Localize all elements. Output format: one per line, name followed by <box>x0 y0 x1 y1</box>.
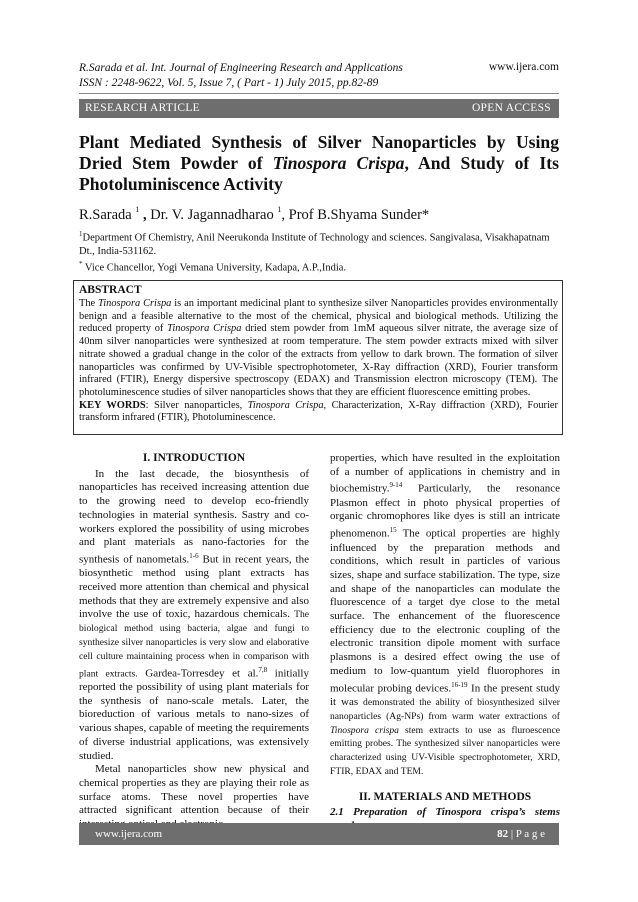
page-number-value: 82 <box>497 828 509 840</box>
author-2: Dr. V. Jagannadharao <box>150 207 274 223</box>
page-number <box>497 828 545 840</box>
citation-ref: 15 <box>389 526 397 535</box>
left-column <box>79 452 309 832</box>
intro-text: properties, which have resulted in the exploitation of a number of applications in chemistry and in biochemistry. <box>330 452 560 496</box>
affiliation-1 <box>79 228 559 258</box>
intro-paragraph-1 <box>79 468 309 764</box>
title-part-1: Plant Mediated Synthesis of Silver Nanoparticles by Using Dried Stem Powder of <box>79 132 559 173</box>
intro-text: Gardea-Torresdey et al. <box>137 667 259 680</box>
intro-text-small: demonstrated the ability of biosynthesized silver nanoparticles (Ag-NPs) from warm water extractions of <box>330 696 560 722</box>
footer-website[interactable]: www.ijera.com <box>95 828 163 840</box>
intro-paragraph-2: Metal nanoparticles show new physical and chemical properties as they are playing their role as surface atoms. These novel properties have attracted significant attention because of their <box>79 763 309 817</box>
abstract-species: Tinospora Crispa <box>98 298 172 309</box>
introduction-heading: I. INTRODUCTION <box>142 452 246 464</box>
intro-text-small: stem extracts to use as fluroescence emitting probes. The synthesized silver nanoparticles were characterized using UV-Visible spectrophotometer, XRD, FTIR, EDAX and TEM. <box>330 724 560 777</box>
journal-website[interactable]: www.ijera.com <box>488 61 559 73</box>
header-divider <box>79 93 559 94</box>
abstract-text: The <box>79 298 99 309</box>
author-2-affil-mark: 1 <box>277 205 282 214</box>
intro-paragraph-2-continued <box>330 452 560 779</box>
affiliations <box>79 228 559 274</box>
title-part-2: , And Study of Its Photoluminiscence Activity <box>79 153 559 194</box>
affiliation-2 <box>79 258 559 275</box>
intro-text: The optical properties are highly influenced by the preparation methods and conditions, which result in particles of various sizes, shape and surface stabilization. The type, size and shape of the nanoparticles can modulate the fluorescence of a target dye close to the metal surface. The enhancement of the fluorescence efficiency due to the electronic coupling of the electronic transition dipole moment with surface plasmons is a desired effect owing the use of medium to low-quantum yield fluorophores in molecular probing devices. <box>330 527 560 695</box>
keywords-label: KEY WORDS <box>79 399 146 411</box>
affiliation-2-mark: * <box>79 259 83 268</box>
open-access-label: OPEN ACCESS <box>471 102 551 114</box>
article-type-label: RESEARCH ARTICLE <box>85 102 200 114</box>
affiliation-1-text: Department Of Chemistry, Anil Neerukonda Institute of Technology and sciences. Sangivalasa, Visakhapatnam Dt., India-531162. <box>79 232 550 257</box>
abstract-body <box>79 298 558 425</box>
author-separator: , <box>281 207 289 223</box>
author-separator: , <box>139 207 151 223</box>
citation-ref: 7,8 <box>258 665 268 674</box>
author-1: R.Sarada <box>79 207 132 223</box>
intro-text-small: The biological method using bacteria, algae and fungi to synthesize silver nanoparticles is very slow and elaborative cell culture maintaining process when in comparison with plant extracts. <box>79 609 309 680</box>
keywords-species: Tinospora Crispa, <box>247 399 327 411</box>
author-3: Prof B.Shyama Sunder* <box>288 207 430 223</box>
methods-subheading: 2.1 Preparation of Tinospora crispa’s stems <box>330 806 560 819</box>
citation-line-1: R.Sarada et al. Int. Journal of Engineering Research and Applications <box>79 62 403 74</box>
page-label: | P a g e <box>508 828 545 840</box>
abstract-text: is an important medicinal plant to synthesize silver Nanoparticles provides environmentally benign and a feasible alternative to the most of the chemical, physical and biological methods. Utilizing the reduced property of <box>79 298 558 335</box>
citation-ref: 1-6 <box>189 551 199 560</box>
title-species: Tinospora Crispa <box>272 153 405 173</box>
journal-citation <box>79 61 403 91</box>
author-list <box>79 207 429 224</box>
intro-text: In the last decade, the biosynthesis of nanoparticles has received increasing attention due to the growing need to develop eco-friendly technologies in material synthesis. Sastry and co-workers explored the possibility of using microbes and plant materials as nano-factories for the synthesis of nanometals. <box>79 467 309 566</box>
page-footer <box>79 823 559 845</box>
methods-heading: II. MATERIALS AND METHODS <box>358 790 532 803</box>
citation-line-2: ISSN : 2248-9622, Vol. 5, Issue 7, ( Part - 1) July 2015, pp.82-89 <box>79 77 379 89</box>
keywords-text: Characterization, X-Ray diffraction (XRD), Fourier transform infrared (FTIR), Photoluminescence. <box>79 399 558 424</box>
affiliation-2-text: Vice Chancellor, Yogi Vemana University, Kadapa, A.P.,India. <box>82 262 347 273</box>
abstract-species: Tinospora Crispa <box>167 323 242 335</box>
citation-ref: 9-14 <box>389 481 403 490</box>
citation-ref: 16-19 <box>451 680 468 689</box>
intro-text: In the present study it was <box>330 682 560 708</box>
intro-text: Particularly, the resonance Plasmon effect in photo physical properties of organic chromophores like dyes is still an intricate phenomenon. <box>330 483 560 540</box>
intro-text: initially reported the possibility of using plant materials for the synthesis of nano-scale metals. Later, the bioreduction of various metals to nano-sizes of various shapes, capable of meeting the requirements of diverse industrial applications, was extensively studied. <box>79 667 310 762</box>
abstract-heading: ABSTRACT <box>79 284 142 296</box>
article-banner <box>79 99 559 118</box>
author-1-affil-mark: 1 <box>135 205 140 214</box>
affiliation-1-mark: 1 <box>79 230 83 238</box>
intro-text: But in recent years, the biosynthetic method using plant extracts has received more attention than chemical and physical methods that they are extremely expensive and also involve the use of toxic, hazardous chemicals. <box>79 553 309 621</box>
abstract-text: dried stem powder from 1mM aqueous silver nitrate, the average size of 40nm silver nanoparticles were synthesized at room temperature. The stem powder extracts mixed with silver nitrate showed a gradual change in the color of the extracts from yellow to dark brown. The formation of silver nanoparticles was confirmed by UV-Visible spectrophotometer, X-Ray diffraction (XRD), Fourier transform infrared (FTIR), Energy dispersive spectroscopy (EDAX) and Transmission electron microscopy (TEM). The photoluminescence studies of silver nanoparticles shows that they are efficient fluorescence emitting probes. <box>79 323 558 398</box>
right-column <box>330 452 560 834</box>
intro-species: Tinospora crispa <box>330 724 399 736</box>
keywords-text: : Silver nanoparticles, <box>145 399 248 411</box>
paper-title <box>79 132 559 195</box>
